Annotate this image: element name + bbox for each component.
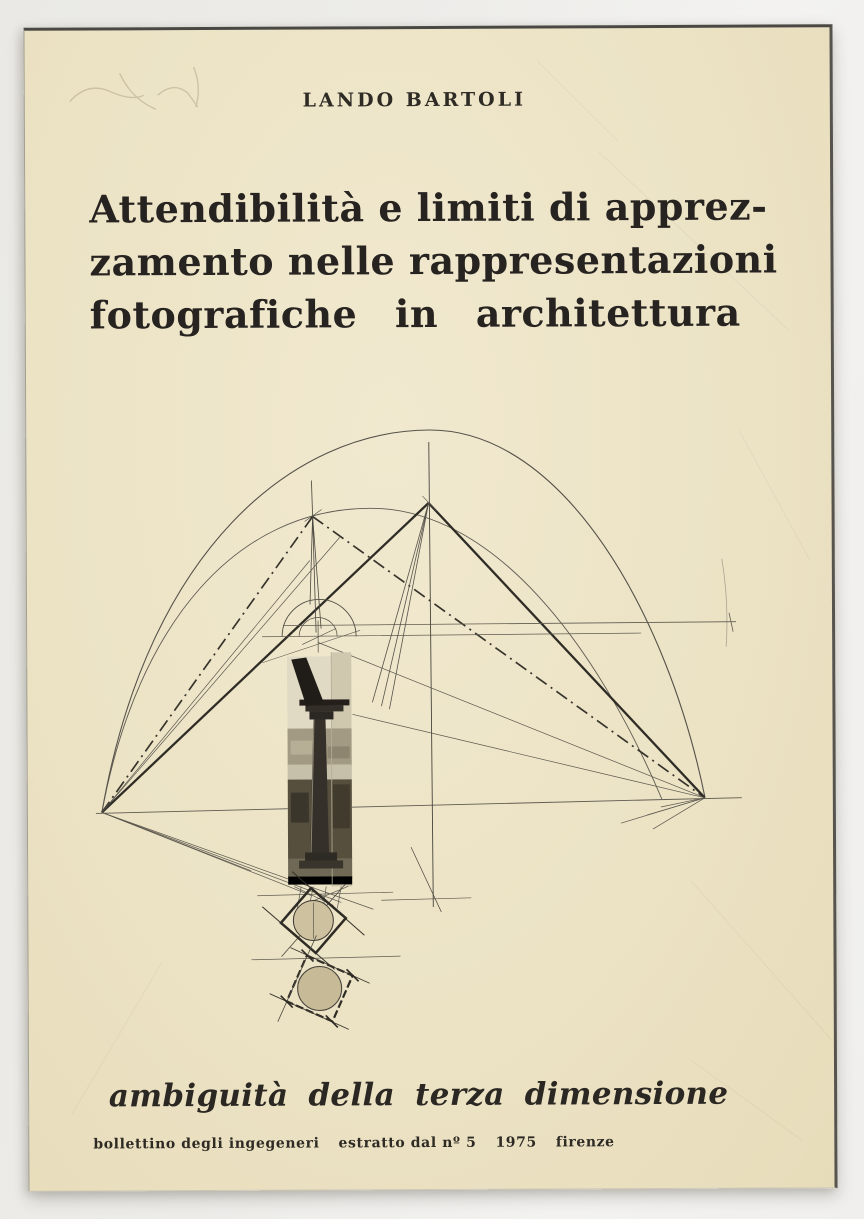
- title-line-2: zamento nelle rappresentazioni: [89, 236, 778, 285]
- imprint-place: firenze: [555, 1134, 615, 1151]
- paper-scratches: [68, 60, 833, 1143]
- column-photo-strip: [287, 652, 352, 886]
- main-perspective-triangle: [101, 502, 705, 813]
- author-name: LANDO BARTOLI: [302, 88, 526, 112]
- construction-arcs: [100, 429, 728, 813]
- horizon-and-datum-lines: [95, 613, 742, 961]
- dash-dot-sight-lines: [101, 515, 705, 813]
- left-station-spike: [305, 509, 323, 632]
- imprint-extract: estratto dal nº 5: [338, 1134, 477, 1152]
- imprint-line: [93, 1134, 614, 1152]
- title-line-3: fotografiche in architettura: [89, 289, 741, 338]
- imprint-series: bollettino degli ingegeneri: [93, 1135, 320, 1153]
- imprint-year: 1975: [495, 1134, 537, 1151]
- scanned-cover-page: [23, 24, 837, 1192]
- perspective-construction-figure: [24, 27, 834, 1191]
- pencil-inscription: [70, 67, 199, 110]
- title-line-1: Attendibilità e limiti di apprez-: [89, 183, 768, 232]
- subtitle: ambiguità della terza dimensione: [108, 1075, 729, 1115]
